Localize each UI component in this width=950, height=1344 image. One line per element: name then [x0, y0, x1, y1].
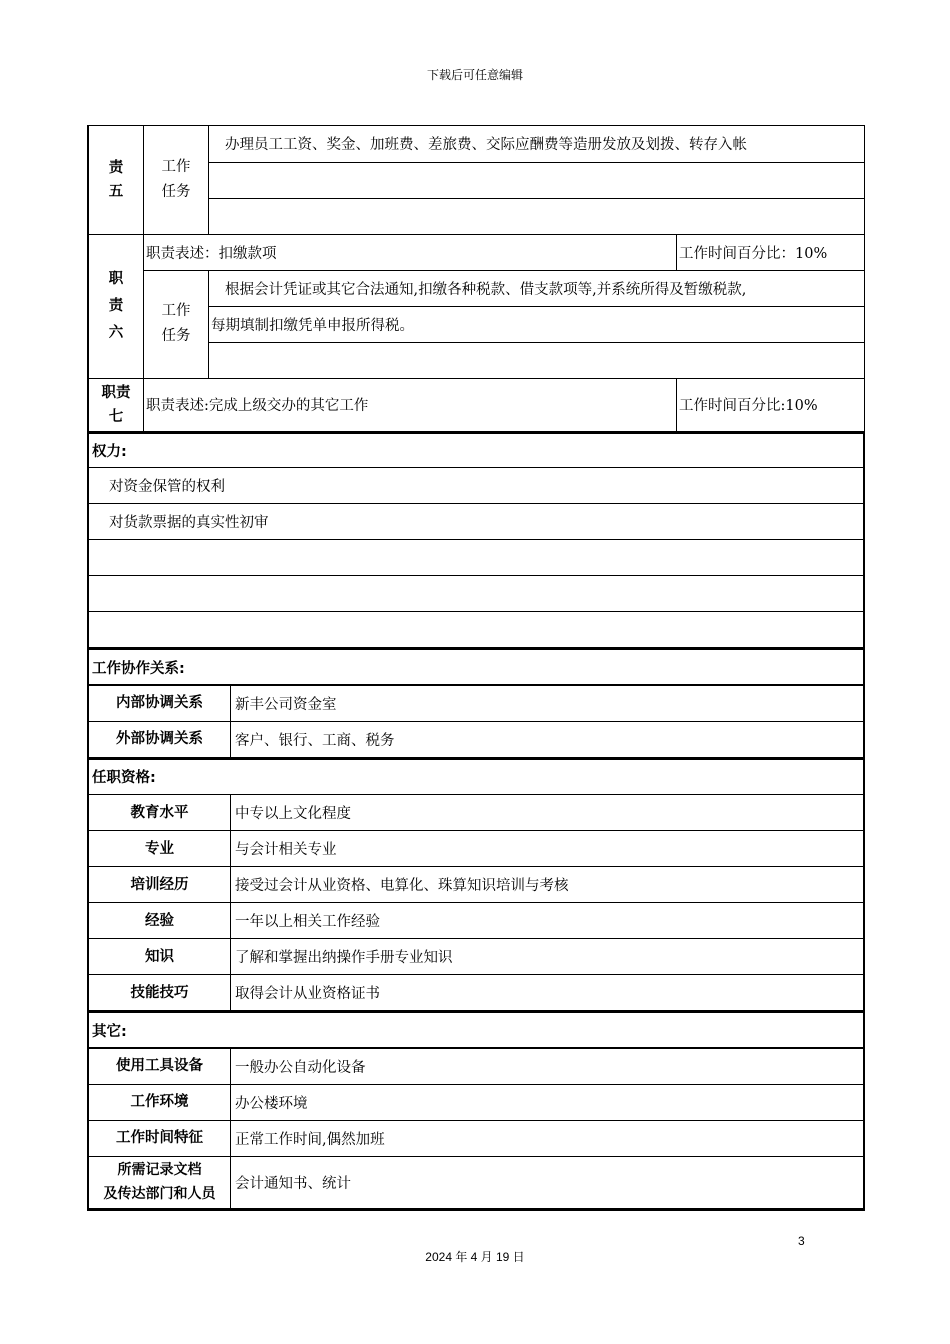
duties-table	[88, 126, 865, 432]
duty5-task-label: 工作 任务	[144, 126, 209, 234]
qualification-value-major: 与会计相关专业	[231, 831, 864, 867]
power-item-3	[89, 540, 864, 576]
other-label-tools: 使用工具设备	[89, 1048, 231, 1084]
qualification-value-training: 接受过会计从业资格、电算化、珠算知识培训与考核	[231, 867, 864, 903]
page-number: 3	[798, 1234, 805, 1248]
footer-date: 2024 年 4 月 19 日	[425, 1250, 525, 1264]
duty5-task-line-3	[209, 198, 865, 234]
page-header: 下载后可任意编辑	[426, 68, 523, 82]
duty7-description: 职责表述:完成上级交办的其它工作	[144, 378, 677, 431]
qualification-table	[88, 758, 864, 1012]
other-value-tools: 一般办公自动化设备	[231, 1048, 864, 1084]
power-table	[88, 432, 864, 649]
duty6-description: 职责表述：扣缴款项	[144, 234, 677, 270]
other-label-environment: 工作环境	[89, 1084, 231, 1120]
power-title: 权力:	[89, 433, 864, 468]
duty5-task-line-1: 办理员工工资、奖金、加班费、差旅费、交际应酬费等造册发放及划拨、转存入帐	[209, 126, 865, 162]
power-item-4	[89, 576, 864, 612]
qualification-value-skills: 取得会计从业资格证书	[231, 975, 864, 1011]
cooperation-title: 工作协作关系:	[89, 649, 864, 685]
other-title: 其它:	[89, 1012, 864, 1048]
other-label-documents: 所需记录文档 及传达部门和人员	[89, 1156, 231, 1208]
qualification-value-knowledge: 了解和掌握出纳操作手册专业知识	[231, 939, 864, 975]
cooperation-value-internal: 新丰公司资金室	[231, 685, 864, 721]
cooperation-table	[88, 648, 864, 758]
qualification-label-skills: 技能技巧	[89, 975, 231, 1011]
power-item-5	[89, 612, 864, 648]
power-item-2: 对货款票据的真实性初审	[89, 504, 864, 540]
cooperation-label-external: 外部协调关系	[89, 721, 231, 757]
cooperation-label-internal: 内部协调关系	[89, 685, 231, 721]
duty5-task-line-2	[209, 162, 865, 198]
job-description-table	[87, 125, 865, 1211]
other-value-documents: 会计通知书、统计	[231, 1156, 864, 1208]
duty6-task-line-2: 每期填制扣缴凭单申报所得税。	[209, 306, 865, 342]
qualification-label-knowledge: 知识	[89, 939, 231, 975]
qualification-value-experience: 一年以上相关工作经验	[231, 903, 864, 939]
duty6-task-line-3	[209, 342, 865, 378]
qualification-title: 任职资格:	[89, 759, 864, 795]
duty6-label: 职 责 六	[89, 234, 144, 378]
duty6-task-label: 工作 任务	[144, 270, 209, 378]
duty6-time-percent: 工作时间百分比：10%	[677, 234, 865, 270]
other-value-environment: 办公楼环境	[231, 1084, 864, 1120]
qualification-label-experience: 经验	[89, 903, 231, 939]
qualification-label-education: 教育水平	[89, 795, 231, 831]
other-table	[88, 1011, 864, 1209]
qualification-label-major: 专业	[89, 831, 231, 867]
duty6-task-line-1: 根据会计凭证或其它合法通知,扣缴各种税款、借支款项等,并系统所得及暂缴税款,	[209, 270, 865, 306]
cooperation-value-external: 客户、银行、工商、税务	[231, 721, 864, 757]
duty7-time-percent: 工作时间百分比:10%	[677, 378, 865, 431]
qualification-value-education: 中专以上文化程度	[231, 795, 864, 831]
power-item-1: 对资金保管的权利	[89, 468, 864, 504]
duty7-label: 职责 七	[89, 378, 144, 431]
duty5-label: 责 五	[89, 126, 144, 234]
other-label-work-hours: 工作时间特征	[89, 1120, 231, 1156]
other-value-work-hours: 正常工作时间,偶然加班	[231, 1120, 864, 1156]
qualification-label-training: 培训经历	[89, 867, 231, 903]
